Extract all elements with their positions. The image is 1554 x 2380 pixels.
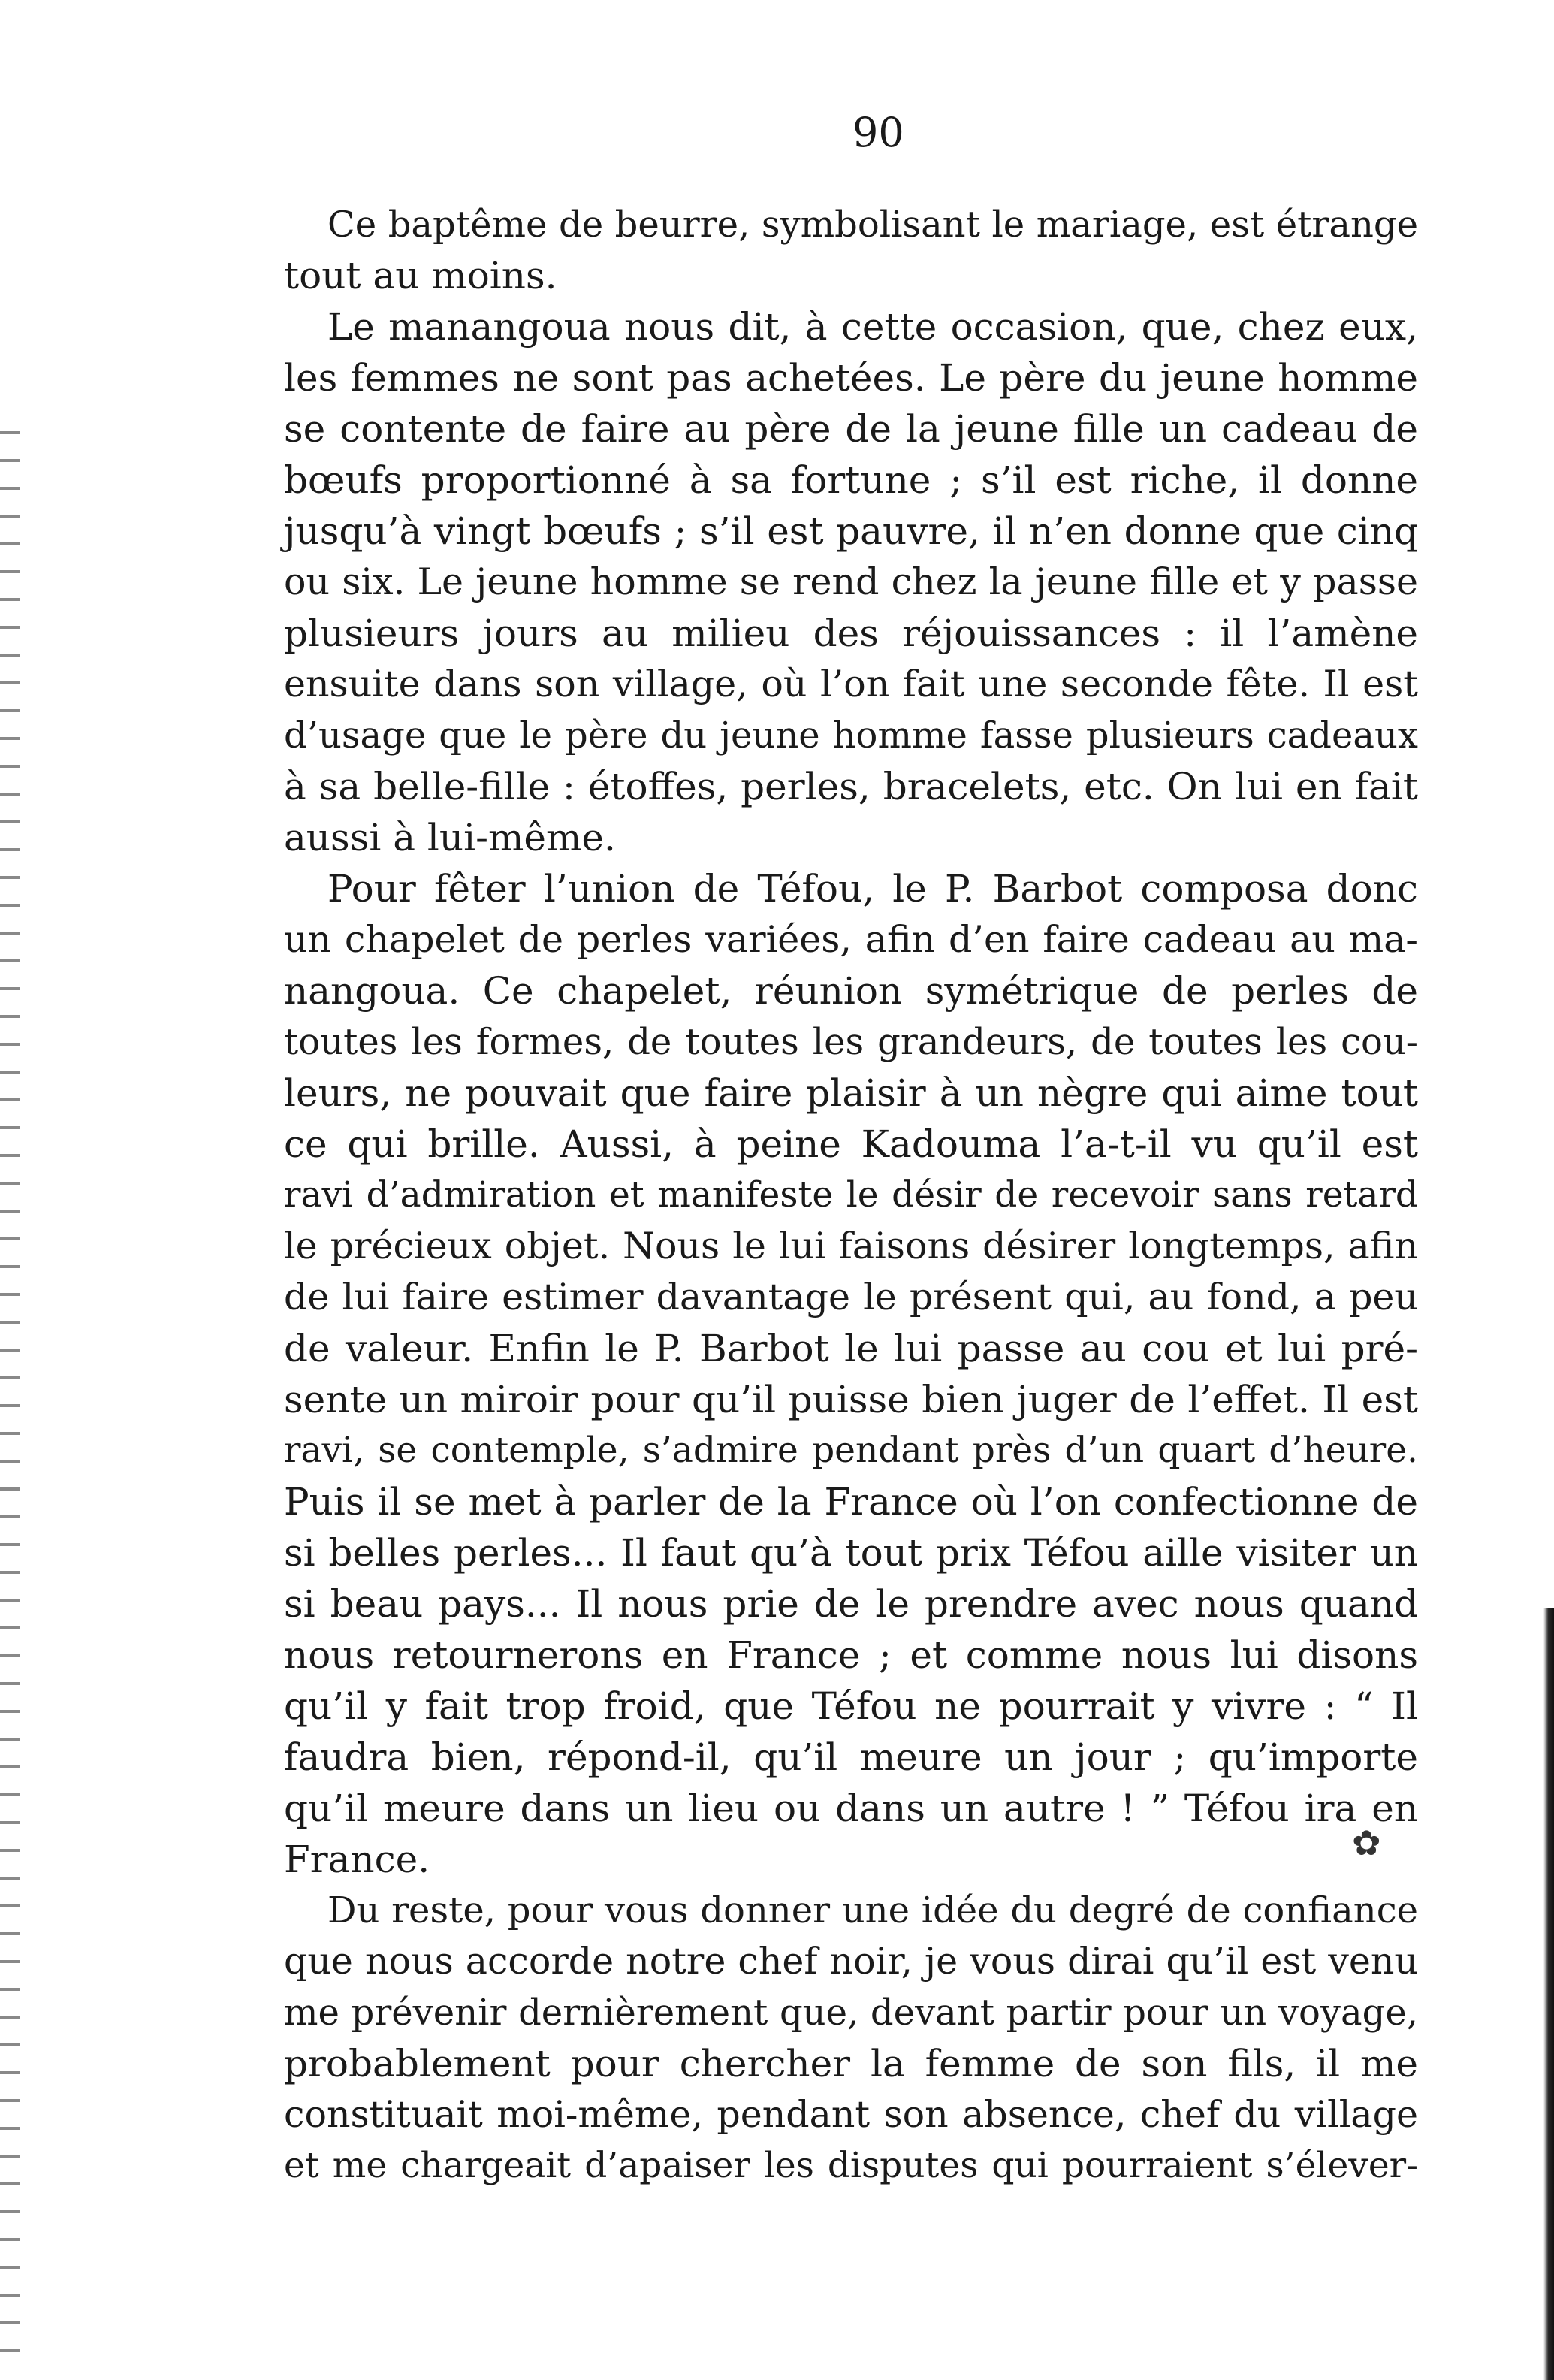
text-line: qu’il y fait trop froid, que Téfou ne pourrait y vivre : “ Il (284, 1684, 1418, 1728)
scan-edge-artifact-right (1543, 1608, 1554, 2380)
text-line: Puis il se met à parler de la France où l’on confectionne de (284, 1480, 1418, 1524)
text-line: qu’il meure dans un lieu ou dans un autre ! ” Téfou ira en (284, 1787, 1418, 1830)
text-line: un chapelet de perles variées, afin d’en faire cadeau au ma- (284, 918, 1418, 961)
text-line: nous retournerons en France ; et comme nous lui disons (284, 1633, 1418, 1677)
text-line: de valeur. Enfin le P. Barbot le lui passe au cou et lui pré- (284, 1327, 1418, 1370)
text-line: aussi à lui-même. (284, 816, 616, 859)
text-line: France. (284, 1838, 430, 1881)
text-line: jusqu’à vingt bœufs ; s’il est pauvre, il n’en donne que cinq (284, 509, 1418, 553)
text-line: constituait moi-même, pendant son absence, chef du village (284, 2093, 1418, 2136)
text-line: me prévenir dernièrement que, devant partir pour un voyage, (284, 1992, 1418, 2034)
text-line: à sa belle-fille : étoffes, perles, bracelets, etc. On lui en fait (284, 765, 1418, 808)
scan-edge-artifact-left (0, 421, 20, 2374)
text-line: que nous accorde notre chef noir, je vous dirai qu’il est venu (284, 1940, 1418, 1983)
text-line: et me chargeait d’apaiser les disputes qui pourraient s’élever- (284, 2145, 1418, 2186)
text-line: se contente de faire au père de la jeune fille un cadeau de (284, 407, 1418, 451)
page-number: 90 (852, 109, 904, 156)
text-line: ou six. Le jeune homme se rend chez la jeune fille et y passe (284, 560, 1418, 603)
body-text (284, 199, 1418, 2191)
text-line: si beau pays... Il nous prie de le prendre avec nous quand (284, 1582, 1418, 1626)
text-line: ravi d’admiration et manifeste le désir de recevoir sans retard (284, 1174, 1418, 1216)
text-line: ravi, se contemple, s’admire pendant près d’un quart d’heure. (284, 1430, 1418, 1471)
text-line: Le manangoua nous dit, à cette occasion, que, chez eux, (327, 305, 1418, 349)
text-line: de lui faire estimer davantage le présent qui, au fond, a peu (284, 1276, 1418, 1318)
text-line: ce qui brille. Aussi, à peine Kadouma l’a-t-il vu qu’il est (284, 1122, 1418, 1166)
text-line: Du reste, pour vous donner une idée du degré de confiance (327, 1889, 1418, 1931)
text-line: plusieurs jours au milieu des réjouissances : il l’amène (284, 612, 1418, 655)
text-line: probablement pour chercher la femme de son fils, il me (284, 2042, 1418, 2086)
text-line: Pour fêter l’union de Téfou, le P. Barbot composa donc (327, 867, 1418, 911)
text-line: sente un miroir pour qu’il puisse bien juger de l’effet. Il est (284, 1378, 1418, 1421)
text-line: tout au moins. (284, 254, 557, 298)
text-line: bœufs proportionné à sa fortune ; s’il est riche, il donne (284, 458, 1418, 502)
text-line: les femmes ne sont pas achetées. Le père du jeune homme (284, 356, 1418, 400)
text-line: toutes les formes, de toutes les grandeurs, de toutes les cou- (284, 1021, 1418, 1063)
text-line: faudra bien, répond-il, qu’il meure un jour ; qu’importe (284, 1735, 1418, 1779)
text-line: leurs, ne pouvait que faire plaisir à un nègre qui aime tout (284, 1071, 1418, 1115)
text-line: le précieux objet. Nous le lui faisons désirer longtemps, afin (284, 1225, 1418, 1267)
text-line: Ce baptême de beurre, symbolisant le mariage, est étrange (327, 204, 1418, 246)
ink-blot-icon: ✿ (1352, 1823, 1381, 1863)
text-line: ensuite dans son village, où l’on fait une seconde fête. Il est (284, 663, 1418, 705)
text-line: nangoua. Ce chapelet, réunion symétrique de perles de (284, 969, 1418, 1013)
text-line: d’usage que le père du jeune homme fasse plusieurs cadeaux (284, 714, 1418, 757)
text-line: si belles perles... Il faut qu’à tout prix Téfou aille visiter un (284, 1531, 1418, 1575)
